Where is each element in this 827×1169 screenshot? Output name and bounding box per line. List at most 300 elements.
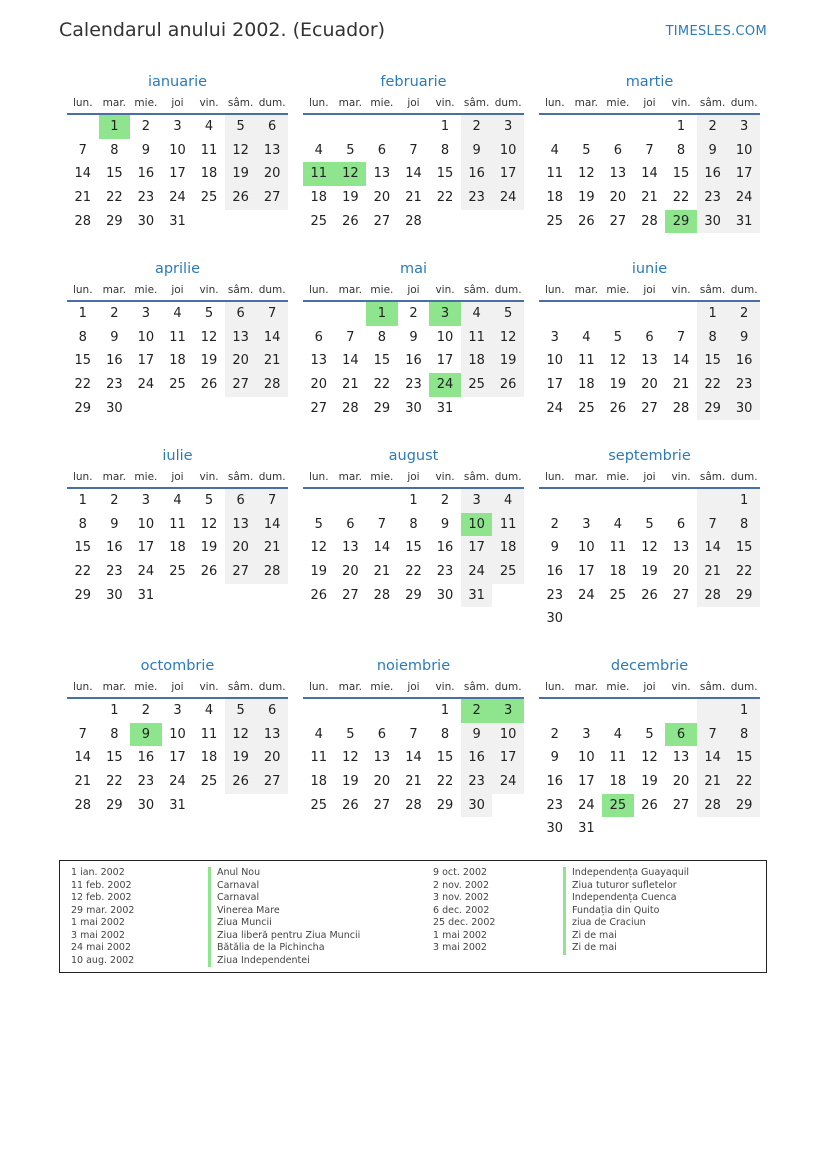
day-cell[interactable]: 15 [672, 166, 690, 182]
day-cell[interactable]: 19 [310, 564, 328, 580]
day-cell[interactable]: 15 [74, 540, 92, 556]
day-cell[interactable]: 31 [436, 400, 454, 416]
day-cell[interactable]: 12 [310, 540, 328, 556]
day-cell[interactable]: 8 [409, 516, 418, 532]
day-cell[interactable]: 4 [204, 703, 214, 718]
day-cell[interactable]: 23 [461, 186, 493, 210]
day-cell[interactable]: 19 [342, 190, 359, 206]
day-cell[interactable]: 5 [346, 142, 355, 158]
day-cell[interactable]: 29 [665, 210, 697, 234]
day-cell[interactable]: 13 [256, 139, 288, 163]
day-cell[interactable]: 27 [225, 373, 257, 397]
day-cell[interactable]: 24 [137, 564, 155, 580]
brand-link[interactable]: TIMESLES.COM [665, 24, 767, 39]
day-cell[interactable]: 27 [373, 213, 391, 229]
day-cell[interactable]: 21 [697, 560, 729, 584]
day-cell[interactable]: 1 [728, 699, 760, 723]
day-cell[interactable]: 13 [641, 353, 658, 369]
day-cell[interactable]: 3 [582, 726, 591, 742]
day-cell[interactable]: 5 [204, 493, 214, 508]
day-cell[interactable]: 15 [697, 349, 729, 373]
day-cell[interactable]: 20 [373, 774, 391, 790]
day-cell[interactable]: 19 [578, 190, 595, 206]
day-cell[interactable]: 6 [665, 723, 697, 747]
day-cell[interactable]: 18 [461, 349, 493, 373]
day-cell[interactable]: 2 [550, 516, 559, 532]
day-cell[interactable]: 17 [461, 536, 493, 560]
day-cell[interactable]: 7 [697, 723, 729, 747]
day-cell[interactable]: 23 [405, 377, 422, 393]
day-cell[interactable]: 1 [78, 493, 87, 508]
day-cell[interactable]: 3 [429, 302, 461, 326]
day-cell[interactable]: 17 [169, 750, 186, 766]
day-cell[interactable]: 8 [78, 329, 87, 345]
day-cell[interactable]: 1 [728, 489, 760, 513]
day-cell[interactable]: 31 [137, 587, 155, 603]
day-cell[interactable]: 18 [200, 166, 218, 182]
day-cell[interactable]: 26 [225, 186, 257, 210]
day-cell[interactable]: 14 [256, 513, 288, 537]
day-cell[interactable]: 25 [169, 377, 186, 393]
day-cell[interactable]: 17 [492, 162, 524, 186]
day-cell[interactable]: 24 [728, 186, 760, 210]
day-cell[interactable]: 6 [377, 726, 387, 742]
day-cell[interactable]: 9 [409, 329, 418, 345]
day-cell[interactable]: 7 [676, 329, 686, 345]
day-cell[interactable]: 22 [74, 564, 92, 580]
day-cell[interactable]: 24 [169, 190, 186, 206]
day-cell[interactable]: 6 [256, 115, 288, 139]
day-cell[interactable]: 2 [697, 115, 729, 139]
day-cell[interactable]: 11 [609, 540, 627, 556]
day-cell[interactable]: 7 [645, 142, 654, 158]
day-cell[interactable]: 4 [173, 306, 182, 321]
day-cell[interactable]: 24 [492, 770, 524, 794]
day-cell[interactable]: 25 [310, 213, 328, 229]
day-cell[interactable]: 13 [342, 540, 359, 556]
day-cell[interactable]: 14 [405, 750, 422, 766]
day-cell[interactable]: 27 [672, 587, 690, 603]
day-cell[interactable]: 24 [429, 373, 461, 397]
day-cell[interactable]: 24 [461, 560, 493, 584]
day-cell[interactable]: 26 [200, 564, 218, 580]
day-cell[interactable]: 11 [461, 326, 493, 350]
day-cell[interactable]: 6 [676, 516, 686, 532]
day-cell[interactable]: 28 [405, 797, 422, 813]
day-cell[interactable]: 16 [546, 774, 564, 790]
day-cell[interactable]: 17 [169, 166, 186, 182]
day-cell[interactable]: 28 [697, 584, 729, 608]
day-cell[interactable]: 30 [106, 587, 123, 603]
day-cell[interactable]: 19 [225, 162, 257, 186]
day-cell[interactable]: 13 [373, 750, 391, 766]
day-cell[interactable]: 17 [137, 353, 155, 369]
day-cell[interactable]: 17 [137, 540, 155, 556]
day-cell[interactable]: 9 [440, 516, 450, 532]
day-cell[interactable]: 26 [342, 797, 359, 813]
day-cell[interactable]: 29 [106, 213, 123, 229]
day-cell[interactable]: 10 [461, 513, 493, 537]
day-cell[interactable]: 20 [225, 349, 257, 373]
day-cell[interactable]: 8 [676, 142, 686, 158]
day-cell[interactable]: 1 [409, 493, 418, 508]
day-cell[interactable]: 16 [106, 540, 123, 556]
day-cell[interactable]: 11 [200, 142, 218, 158]
day-cell[interactable]: 17 [578, 564, 595, 580]
day-cell[interactable]: 19 [492, 349, 524, 373]
day-cell[interactable]: 6 [613, 142, 623, 158]
day-cell[interactable]: 15 [728, 746, 760, 770]
day-cell[interactable]: 1 [697, 302, 729, 326]
day-cell[interactable]: 22 [405, 564, 422, 580]
day-cell[interactable]: 10 [169, 726, 186, 742]
day-cell[interactable]: 22 [74, 377, 92, 393]
day-cell[interactable]: 1 [110, 703, 119, 718]
day-cell[interactable]: 16 [137, 166, 155, 182]
day-cell[interactable]: 28 [672, 400, 690, 416]
day-cell[interactable]: 23 [106, 377, 123, 393]
day-cell[interactable]: 27 [256, 770, 288, 794]
day-cell[interactable]: 4 [204, 119, 214, 134]
day-cell[interactable]: 14 [697, 536, 729, 560]
day-cell[interactable]: 19 [200, 540, 218, 556]
day-cell[interactable]: 9 [141, 142, 151, 158]
day-cell[interactable]: 10 [436, 329, 454, 345]
day-cell[interactable]: 23 [546, 587, 564, 603]
day-cell[interactable]: 11 [546, 166, 564, 182]
day-cell[interactable]: 22 [728, 770, 760, 794]
day-cell[interactable]: 7 [409, 142, 418, 158]
day-cell[interactable]: 30 [436, 587, 454, 603]
day-cell[interactable]: 3 [492, 699, 524, 723]
day-cell[interactable]: 10 [492, 139, 524, 163]
day-cell[interactable]: 21 [373, 564, 391, 580]
day-cell[interactable]: 22 [436, 190, 454, 206]
day-cell[interactable]: 18 [609, 564, 627, 580]
day-cell[interactable]: 17 [546, 377, 564, 393]
day-cell[interactable]: 19 [641, 564, 658, 580]
day-cell[interactable]: 5 [225, 115, 257, 139]
day-cell[interactable]: 4 [461, 302, 493, 326]
day-cell[interactable]: 30 [106, 400, 123, 416]
day-cell[interactable]: 26 [641, 797, 658, 813]
day-cell[interactable]: 9 [110, 329, 119, 345]
day-cell[interactable]: 7 [409, 726, 418, 742]
day-cell[interactable]: 9 [550, 750, 559, 766]
day-cell[interactable]: 11 [578, 353, 595, 369]
day-cell[interactable]: 5 [346, 726, 355, 742]
day-cell[interactable]: 21 [256, 536, 288, 560]
day-cell[interactable]: 14 [405, 166, 422, 182]
day-cell[interactable]: 27 [225, 560, 257, 584]
day-cell[interactable]: 9 [550, 540, 559, 556]
day-cell[interactable]: 6 [256, 699, 288, 723]
day-cell[interactable]: 22 [373, 377, 391, 393]
day-cell[interactable]: 16 [728, 349, 760, 373]
day-cell[interactable]: 4 [582, 329, 591, 345]
day-cell[interactable]: 21 [256, 349, 288, 373]
day-cell[interactable]: 24 [546, 400, 564, 416]
day-cell[interactable]: 20 [225, 536, 257, 560]
day-cell[interactable]: 29 [106, 797, 123, 813]
day-cell[interactable]: 4 [492, 489, 524, 513]
day-cell[interactable]: 10 [546, 353, 564, 369]
day-cell[interactable]: 15 [728, 536, 760, 560]
day-cell[interactable]: 20 [672, 564, 690, 580]
day-cell[interactable]: 4 [613, 516, 623, 532]
day-cell[interactable]: 26 [578, 213, 595, 229]
day-cell[interactable]: 25 [602, 794, 634, 818]
day-cell[interactable]: 21 [74, 774, 92, 790]
day-cell[interactable]: 1 [676, 119, 686, 134]
day-cell[interactable]: 1 [440, 703, 450, 718]
day-cell[interactable]: 30 [137, 213, 155, 229]
day-cell[interactable]: 28 [74, 797, 92, 813]
day-cell[interactable]: 27 [342, 587, 359, 603]
day-cell[interactable]: 27 [609, 213, 627, 229]
day-cell[interactable]: 29 [436, 797, 454, 813]
day-cell[interactable]: 12 [200, 329, 218, 345]
day-cell[interactable]: 22 [697, 373, 729, 397]
day-cell[interactable]: 4 [173, 493, 182, 508]
day-cell[interactable]: 18 [310, 190, 328, 206]
day-cell[interactable]: 10 [492, 723, 524, 747]
day-cell[interactable]: 5 [225, 699, 257, 723]
day-cell[interactable]: 5 [492, 302, 524, 326]
day-cell[interactable]: 13 [310, 353, 328, 369]
day-cell[interactable]: 22 [106, 774, 123, 790]
day-cell[interactable]: 16 [697, 162, 729, 186]
day-cell[interactable]: 31 [169, 213, 186, 229]
day-cell[interactable]: 11 [492, 513, 524, 537]
day-cell[interactable]: 26 [225, 770, 257, 794]
day-cell[interactable]: 3 [141, 493, 151, 508]
day-cell[interactable]: 10 [728, 139, 760, 163]
day-cell[interactable]: 23 [728, 373, 760, 397]
day-cell[interactable]: 8 [697, 326, 729, 350]
day-cell[interactable]: 17 [492, 746, 524, 770]
day-cell[interactable]: 20 [609, 190, 627, 206]
day-cell[interactable]: 16 [546, 564, 564, 580]
day-cell[interactable]: 28 [256, 560, 288, 584]
day-cell[interactable]: 29 [728, 794, 760, 818]
day-cell[interactable]: 28 [697, 794, 729, 818]
day-cell[interactable]: 5 [613, 329, 623, 345]
day-cell[interactable]: 25 [169, 564, 186, 580]
day-cell[interactable]: 20 [641, 377, 658, 393]
day-cell[interactable]: 21 [74, 190, 92, 206]
day-cell[interactable]: 13 [225, 326, 257, 350]
day-cell[interactable]: 22 [728, 560, 760, 584]
day-cell[interactable]: 5 [314, 516, 323, 532]
day-cell[interactable]: 3 [492, 115, 524, 139]
day-cell[interactable]: 31 [578, 821, 595, 837]
day-cell[interactable]: 25 [461, 373, 493, 397]
day-cell[interactable]: 30 [546, 821, 564, 837]
day-cell[interactable]: 9 [697, 139, 729, 163]
day-cell[interactable]: 16 [461, 746, 493, 770]
day-cell[interactable]: 6 [225, 489, 257, 513]
day-cell[interactable]: 13 [225, 513, 257, 537]
day-cell[interactable]: 30 [461, 794, 493, 818]
day-cell[interactable]: 20 [310, 377, 328, 393]
day-cell[interactable]: 21 [342, 377, 359, 393]
day-cell[interactable]: 13 [672, 750, 690, 766]
day-cell[interactable]: 28 [74, 213, 92, 229]
day-cell[interactable]: 12 [609, 353, 627, 369]
day-cell[interactable]: 11 [303, 162, 335, 186]
day-cell[interactable]: 12 [225, 723, 257, 747]
day-cell[interactable]: 6 [645, 329, 654, 345]
day-cell[interactable]: 26 [609, 400, 627, 416]
day-cell[interactable]: 9 [461, 723, 493, 747]
day-cell[interactable]: 2 [409, 306, 418, 321]
day-cell[interactable]: 10 [578, 540, 595, 556]
day-cell[interactable]: 2 [461, 115, 493, 139]
day-cell[interactable]: 25 [546, 213, 564, 229]
day-cell[interactable]: 23 [546, 797, 564, 813]
day-cell[interactable]: 15 [436, 750, 454, 766]
day-cell[interactable]: 13 [609, 166, 627, 182]
day-cell[interactable]: 26 [492, 373, 524, 397]
day-cell[interactable]: 27 [373, 797, 391, 813]
day-cell[interactable]: 15 [436, 166, 454, 182]
day-cell[interactable]: 1 [78, 306, 87, 321]
day-cell[interactable]: 7 [78, 142, 87, 158]
day-cell[interactable]: 23 [137, 774, 155, 790]
day-cell[interactable]: 15 [106, 750, 123, 766]
day-cell[interactable]: 17 [578, 774, 595, 790]
day-cell[interactable]: 2 [461, 699, 493, 723]
day-cell[interactable]: 23 [436, 564, 454, 580]
day-cell[interactable]: 4 [314, 726, 323, 742]
day-cell[interactable]: 1 [99, 115, 131, 139]
day-cell[interactable]: 12 [335, 162, 367, 186]
day-cell[interactable]: 24 [137, 377, 155, 393]
day-cell[interactable]: 29 [728, 584, 760, 608]
day-cell[interactable]: 18 [169, 540, 186, 556]
day-cell[interactable]: 18 [492, 536, 524, 560]
day-cell[interactable]: 25 [578, 400, 595, 416]
day-cell[interactable]: 23 [697, 186, 729, 210]
day-cell[interactable]: 19 [342, 774, 359, 790]
day-cell[interactable]: 25 [200, 774, 218, 790]
day-cell[interactable]: 11 [609, 750, 627, 766]
day-cell[interactable]: 14 [697, 746, 729, 770]
day-cell[interactable]: 8 [440, 142, 450, 158]
day-cell[interactable]: 14 [256, 326, 288, 350]
day-cell[interactable]: 30 [137, 797, 155, 813]
day-cell[interactable]: 3 [728, 115, 760, 139]
day-cell[interactable]: 6 [225, 302, 257, 326]
day-cell[interactable]: 3 [550, 329, 559, 345]
day-cell[interactable]: 17 [728, 162, 760, 186]
day-cell[interactable]: 29 [373, 400, 391, 416]
day-cell[interactable]: 4 [314, 142, 323, 158]
day-cell[interactable]: 27 [256, 186, 288, 210]
day-cell[interactable]: 7 [78, 726, 87, 742]
day-cell[interactable]: 4 [550, 142, 559, 158]
day-cell[interactable]: 19 [200, 353, 218, 369]
day-cell[interactable]: 8 [377, 329, 387, 345]
day-cell[interactable]: 30 [697, 210, 729, 234]
day-cell[interactable]: 16 [137, 750, 155, 766]
day-cell[interactable]: 8 [110, 726, 119, 742]
day-cell[interactable]: 18 [169, 353, 186, 369]
day-cell[interactable]: 21 [672, 377, 690, 393]
day-cell[interactable]: 20 [256, 746, 288, 770]
day-cell[interactable]: 30 [546, 611, 564, 627]
day-cell[interactable]: 6 [314, 329, 323, 345]
day-cell[interactable]: 7 [256, 489, 288, 513]
day-cell[interactable]: 21 [697, 770, 729, 794]
day-cell[interactable]: 15 [106, 166, 123, 182]
day-cell[interactable]: 2 [550, 726, 559, 742]
day-cell[interactable]: 11 [200, 726, 218, 742]
day-cell[interactable]: 18 [546, 190, 564, 206]
day-cell[interactable]: 26 [200, 377, 218, 393]
day-cell[interactable]: 11 [169, 329, 186, 345]
day-cell[interactable]: 5 [582, 142, 591, 158]
day-cell[interactable]: 28 [373, 587, 391, 603]
day-cell[interactable]: 12 [200, 516, 218, 532]
day-cell[interactable]: 2 [110, 493, 119, 508]
day-cell[interactable]: 30 [728, 397, 760, 421]
day-cell[interactable]: 6 [377, 142, 387, 158]
day-cell[interactable]: 24 [578, 587, 595, 603]
day-cell[interactable]: 3 [461, 489, 493, 513]
day-cell[interactable]: 16 [436, 540, 454, 556]
day-cell[interactable]: 21 [405, 774, 422, 790]
day-cell[interactable]: 13 [373, 166, 391, 182]
day-cell[interactable]: 3 [582, 516, 591, 532]
day-cell[interactable]: 31 [461, 584, 493, 608]
day-cell[interactable]: 20 [672, 774, 690, 790]
day-cell[interactable]: 2 [110, 306, 119, 321]
day-cell[interactable]: 22 [672, 190, 690, 206]
day-cell[interactable]: 31 [728, 210, 760, 234]
day-cell[interactable]: 28 [405, 213, 422, 229]
day-cell[interactable]: 24 [578, 797, 595, 813]
day-cell[interactable]: 7 [697, 513, 729, 537]
day-cell[interactable]: 5 [645, 726, 654, 742]
day-cell[interactable]: 21 [641, 190, 658, 206]
day-cell[interactable]: 27 [310, 400, 328, 416]
day-cell[interactable]: 12 [641, 540, 658, 556]
day-cell[interactable]: 12 [641, 750, 658, 766]
day-cell[interactable]: 9 [728, 326, 760, 350]
day-cell[interactable]: 10 [137, 516, 155, 532]
day-cell[interactable]: 2 [141, 703, 151, 718]
day-cell[interactable]: 8 [440, 726, 450, 742]
day-cell[interactable]: 26 [641, 587, 658, 603]
day-cell[interactable]: 2 [728, 302, 760, 326]
day-cell[interactable]: 22 [106, 190, 123, 206]
day-cell[interactable]: 9 [130, 723, 162, 747]
day-cell[interactable]: 29 [74, 400, 92, 416]
day-cell[interactable]: 8 [110, 142, 119, 158]
day-cell[interactable]: 28 [342, 400, 359, 416]
day-cell[interactable]: 12 [225, 139, 257, 163]
day-cell[interactable]: 15 [373, 353, 391, 369]
day-cell[interactable]: 30 [405, 400, 422, 416]
day-cell[interactable]: 25 [200, 190, 218, 206]
day-cell[interactable]: 7 [346, 329, 355, 345]
day-cell[interactable]: 10 [137, 329, 155, 345]
day-cell[interactable]: 11 [169, 516, 186, 532]
day-cell[interactable]: 25 [609, 587, 627, 603]
day-cell[interactable]: 13 [672, 540, 690, 556]
